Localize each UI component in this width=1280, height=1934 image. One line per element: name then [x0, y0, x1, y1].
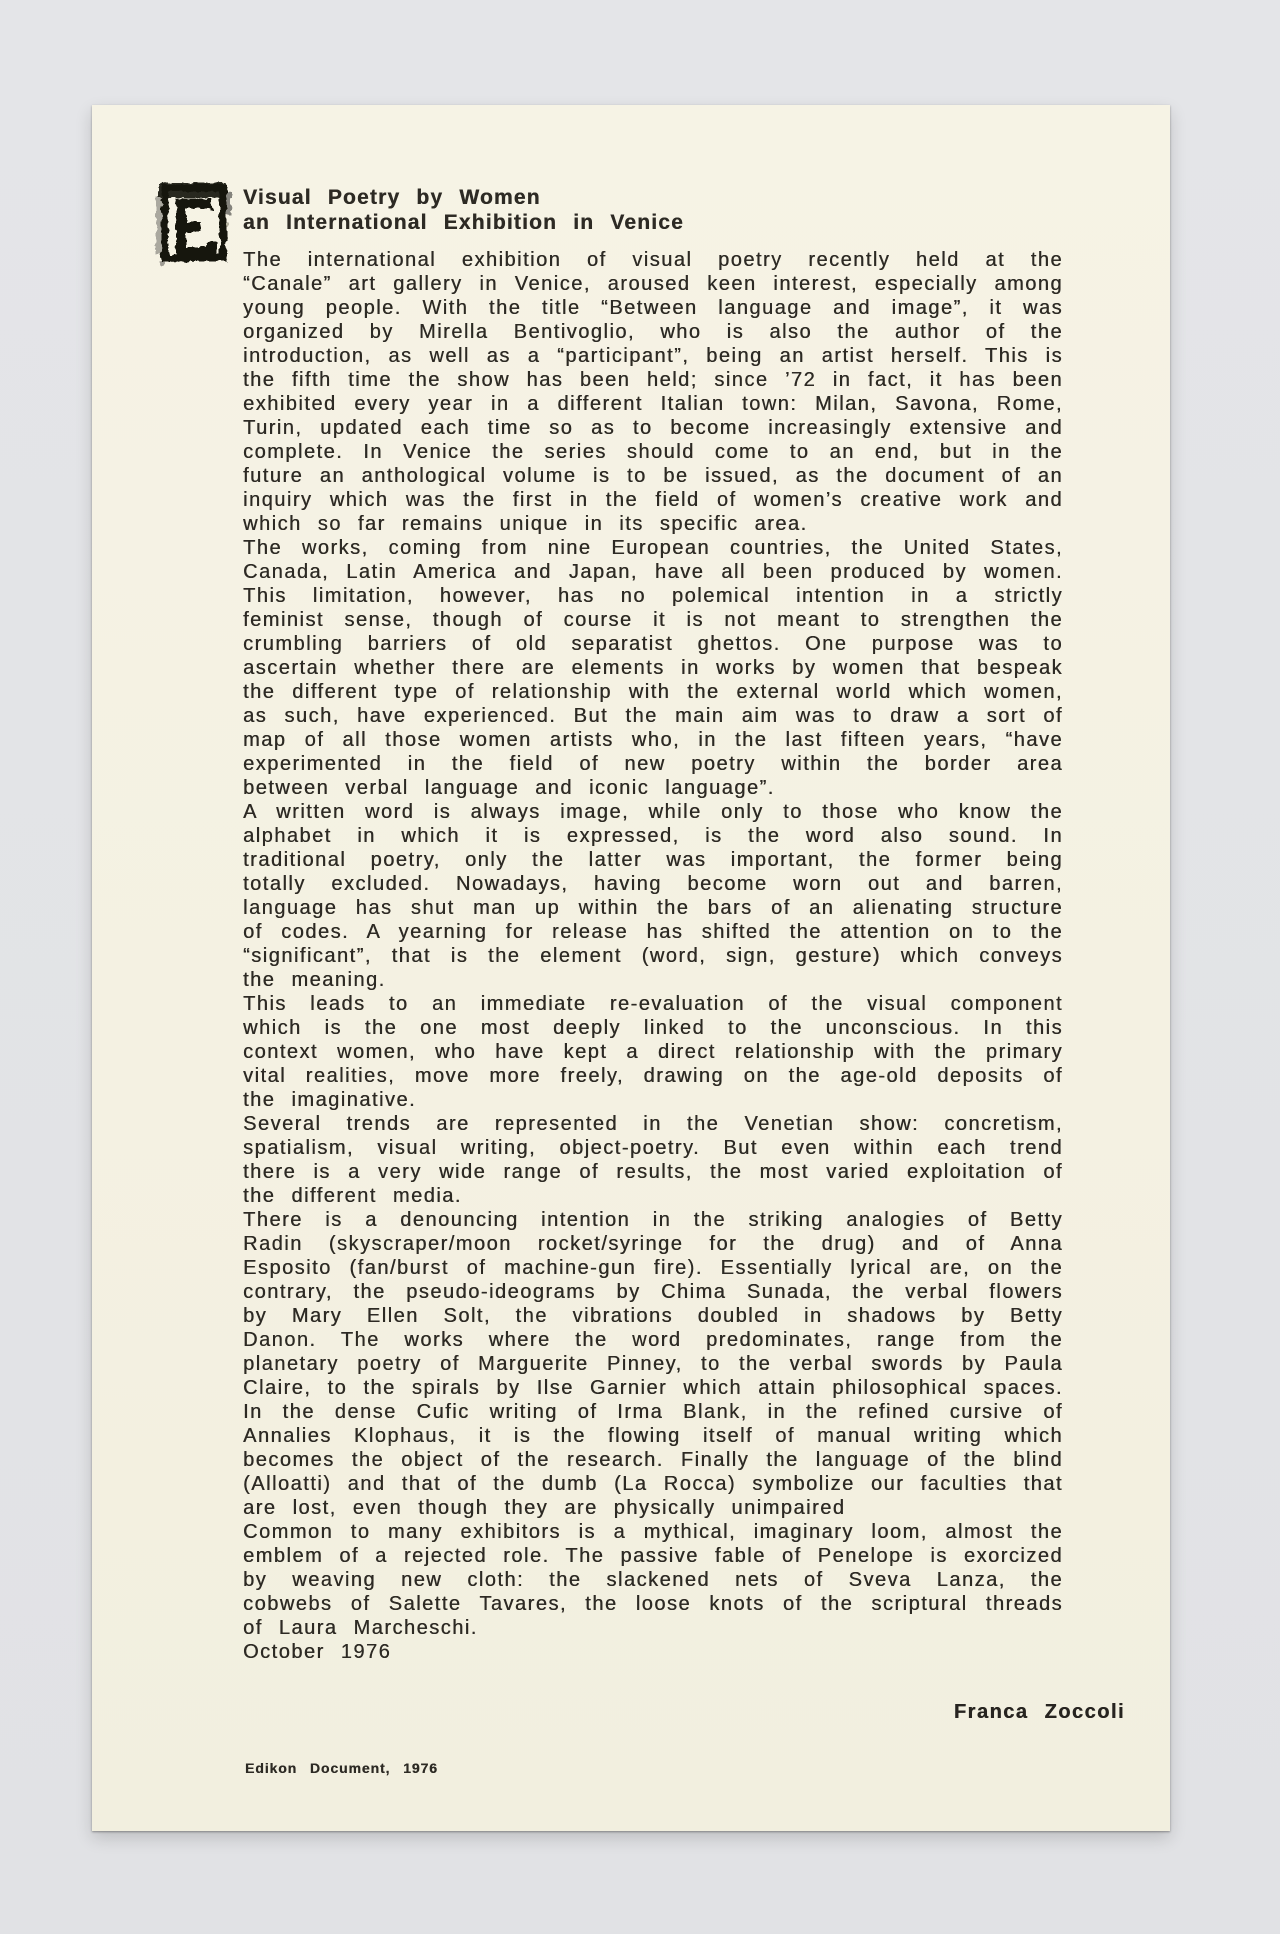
document-body: [243, 185, 1063, 1664]
imprint-line: Edikon Document, 1976: [245, 1760, 438, 1776]
stamp-glyph: [154, 175, 238, 271]
paragraph-7: Common to many exhibitors is a mythical, imaginary loom, almost the emblem of a rejected role. The passive fable of Penelope is exorcized by weaving new cloth: the slackened nets of Sveva Lanza, the cobwebs of Salette Tavares, the loose knots of the scriptural threads of Laura Marcheschi.: [243, 1521, 1063, 1639]
paragraph-3: A written word is always image, while only to those who know the alphabet in which it is expressed, is the word also sound. In traditional poetry, only the latter was important, the former being totally excluded. Nowadays, having become worn out and barren, language has shut man up within the bars of an alienating structure of codes. A yearning for release has shifted the attention on to the “significant”, that is the element (word, sign, gesture) which conveys the meaning.: [243, 801, 1063, 991]
date-line: October 1976: [243, 1641, 392, 1663]
document-page: [92, 105, 1170, 1831]
document-title: [243, 185, 1063, 235]
paragraph-5: Several trends are represented in the Venetian show: concretism, spatialism, visual writing, object-poetry. But even within each trend there is a very wide range of results, the most varied exploitation of the different media.: [243, 1113, 1063, 1207]
author-signature: Franca Zoccoli: [953, 1701, 1125, 1723]
title-line-1: Visual Poetry by Women: [243, 186, 541, 209]
paragraph-2: The works, coming from nine European countries, the United States, Canada, Latin America and Japan, have all been produced by women. This limitation, however, has no polemical intention in a strictly feminist sense, though of course it is not meant to strengthen the crumbling barriers of old separatist ghettos. One purpose was to ascertain whether there are elements in works by women that bespeak the different type of relationship with the external world which women, as such, have experienced. But the main aim was to draw a sort of map of all those women artists who, in the last fifteen years, “have experimented in the field of new poetry within the border area between verbal language and iconic language”.: [243, 537, 1063, 799]
paragraph-4: This leads to an immediate re-evaluation of the visual component which is the one most deeply linked to the unconscious. In this context women, who have kept a direct relationship with the primary vital realities, move more freely, drawing on the age-old deposits of the imaginative.: [243, 993, 1063, 1111]
paragraph-6: There is a denouncing intention in the striking analogies of Betty Radin (skyscraper/moon rocket/syringe for the drug) and of Anna Esposito (fan/burst of machine-gun fire). Essentially lyrical are, on the contrary, the pseudo-ideograms by Chima Sunada, the verbal flowers by Mary Ellen Solt, the vibrations doubled in shadows by Betty Danon. The works where the word predominates, range from the planetary poetry of Marguerite Pinney, to the verbal swords by Paula Claire, to the spirals by Ilse Garnier which attain philosophical spaces. In the dense Cufic writing of Irma Blank, in the refined cursive of Annalies Klophaus, it is the flowing itself of manual writing which becomes the object of the research. Finally the language of the blind (Alloatti) and that of the dumb (La Rocca) symbolize our faculties that are lost, even though they are physically unimpaired: [243, 1209, 1063, 1519]
paragraph-1: The international exhibition of visual poetry recently held at the “Canale” art gallery in Venice, aroused keen interest, especially among young people. With the title “Between language and image”, it was organized by Mirella Bentivoglio, who is also the author of the introduction, as well as a “participant”, being an artist herself. This is the fifth time the show has been held; since ’72 in fact, it has been exhibited every year in a different Italian town: Milan, Savona, Rome, Turin, updated each time so as to become increasingly extensive and complete. In Venice the series should come to an end, but in the future an anthological volume is to be issued, as the document of an inquiry which was the first in the field of women’s creative work and which so far remains unique in its specific area.: [243, 249, 1063, 535]
title-line-2: an International Exhibition in Venice: [243, 211, 684, 234]
edikon-stamp-icon: [154, 175, 238, 271]
